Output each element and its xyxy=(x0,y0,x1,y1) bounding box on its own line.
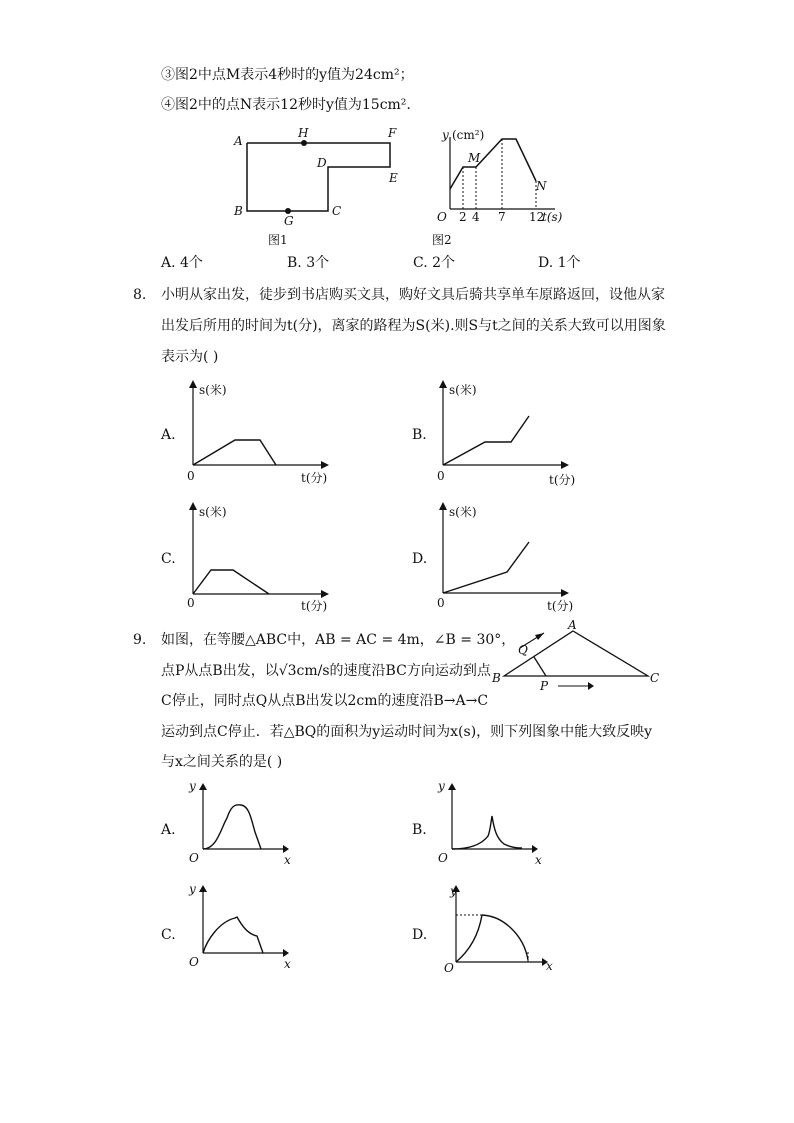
q7-option-c: C. 2个 xyxy=(413,255,456,271)
label-h: H xyxy=(298,126,309,140)
origin-label: O xyxy=(444,961,454,975)
label-b: B xyxy=(492,671,501,685)
q8-graph-a-letter: A. xyxy=(161,427,176,443)
q9-number: 9. xyxy=(133,632,147,648)
q8-graph-b xyxy=(433,378,593,488)
label-f: F xyxy=(388,126,397,140)
y-label: y xyxy=(189,882,196,896)
q9-graph-c-letter: C. xyxy=(161,927,176,943)
tick-7: 7 xyxy=(498,210,506,224)
label-m: M xyxy=(468,151,481,165)
origin-label: 0 xyxy=(187,596,195,610)
q8-line-1: 小明从家出发，徒步到书店购买文具，购好文具后骑共享单车原路返回，设他从家 xyxy=(161,287,665,303)
q7-figure-2 xyxy=(430,125,570,250)
q9-triangle-figure xyxy=(488,618,668,698)
x-label: t(分) xyxy=(301,599,328,613)
y-label: y xyxy=(189,779,196,793)
q7-statement-3: ③图2中点M表示4秒时的y值为24cm²； xyxy=(161,67,414,83)
label-c: C xyxy=(332,204,342,218)
q9-graph-d xyxy=(432,880,562,975)
q9-line-1: 如图，在等腰△ABC中，AB = AC = 4m，∠B = 30°， xyxy=(161,632,516,648)
q9-line-5: 与x之间关系的是( ) xyxy=(161,754,283,770)
x-label: x xyxy=(284,957,291,971)
figure-2-caption: 图2 xyxy=(432,233,452,247)
q7-option-a: A. 4个 xyxy=(161,255,203,271)
q9-graph-b-letter: B. xyxy=(412,822,427,838)
y-label: s(米) xyxy=(199,383,227,397)
q8-graph-d xyxy=(433,500,593,613)
origin-label: 0 xyxy=(187,469,195,483)
origin-label: O xyxy=(189,851,199,865)
label-g: G xyxy=(284,214,294,228)
q9-line-3: C停止，同时点Q从点B出发以2cm的速度沿B→A→C xyxy=(161,693,489,709)
label-q: Q xyxy=(518,643,528,657)
tick-12: 12 xyxy=(529,210,545,224)
origin-label: O xyxy=(438,851,448,865)
q9-line-2: 点P从点B出发，以√3cm/s的速度沿BC方向运动到点 xyxy=(161,663,491,679)
q7-option-d: D. 1个 xyxy=(538,255,581,271)
x-label: t(分) xyxy=(549,473,576,487)
figure-1-shape xyxy=(247,143,390,211)
origin-label: 0 xyxy=(437,469,445,483)
q8-graph-c xyxy=(183,500,343,613)
unit-label: (cm²) xyxy=(452,128,485,142)
q8-graph-c-letter: C. xyxy=(161,551,176,567)
q8-graph-a xyxy=(183,378,343,488)
t-label: t(s) xyxy=(542,210,563,224)
q9-line-4: 运动到点C停止．若△BQ的面积为y运动时间为x(s)，则下列图象中能大致反映y xyxy=(161,724,653,740)
q9-graph-d-letter: D. xyxy=(412,927,428,943)
x-label: x xyxy=(284,853,291,867)
tick-4: 4 xyxy=(472,210,480,224)
q8-number: 8. xyxy=(133,287,147,303)
q9-graph-a xyxy=(183,778,303,870)
point-h xyxy=(301,140,307,146)
graph-line xyxy=(450,139,536,189)
label-c: C xyxy=(650,671,660,685)
origin-label: 0 xyxy=(437,596,445,610)
q8-line-3: 表示为( ) xyxy=(161,349,219,365)
label-p: P xyxy=(540,679,549,693)
q9-graph-c xyxy=(183,880,303,972)
q7-option-b: B. 3个 xyxy=(287,255,330,271)
label-a: A xyxy=(568,618,577,632)
q8-line-2: 出发后所用的时间为t(分)，离家的路程为S(米).则S与t之间的关系大致可以用图象 xyxy=(161,318,666,334)
y-label: s(米) xyxy=(199,505,227,519)
label-b: B xyxy=(234,204,243,218)
x-label: t(分) xyxy=(301,471,328,485)
label-o: O xyxy=(437,210,447,224)
x-label: x xyxy=(546,959,553,973)
y-label: y xyxy=(442,128,449,142)
y-label: s(米) xyxy=(449,505,477,519)
label-d: D xyxy=(317,156,327,170)
label-n: N xyxy=(536,179,547,193)
q7-statement-4: ④图2中的点N表示12秒时y值为15cm². xyxy=(161,97,411,113)
y-label: y xyxy=(438,779,445,793)
x-label: t(分) xyxy=(547,599,574,613)
figure-1-caption: 图1 xyxy=(268,233,288,247)
q8-graph-b-letter: B. xyxy=(412,427,427,443)
label-e: E xyxy=(389,171,398,185)
origin-label: O xyxy=(189,955,199,969)
q9-graph-b xyxy=(432,778,552,870)
x-label: x xyxy=(535,853,542,867)
y-label: y xyxy=(450,884,457,898)
y-label: s(米) xyxy=(449,383,477,397)
q8-graph-d-letter: D. xyxy=(412,551,428,567)
q7-figure-1 xyxy=(228,125,408,250)
tick-2: 2 xyxy=(459,210,467,224)
label-a: A xyxy=(234,134,243,148)
q9-graph-a-letter: A. xyxy=(161,822,176,838)
